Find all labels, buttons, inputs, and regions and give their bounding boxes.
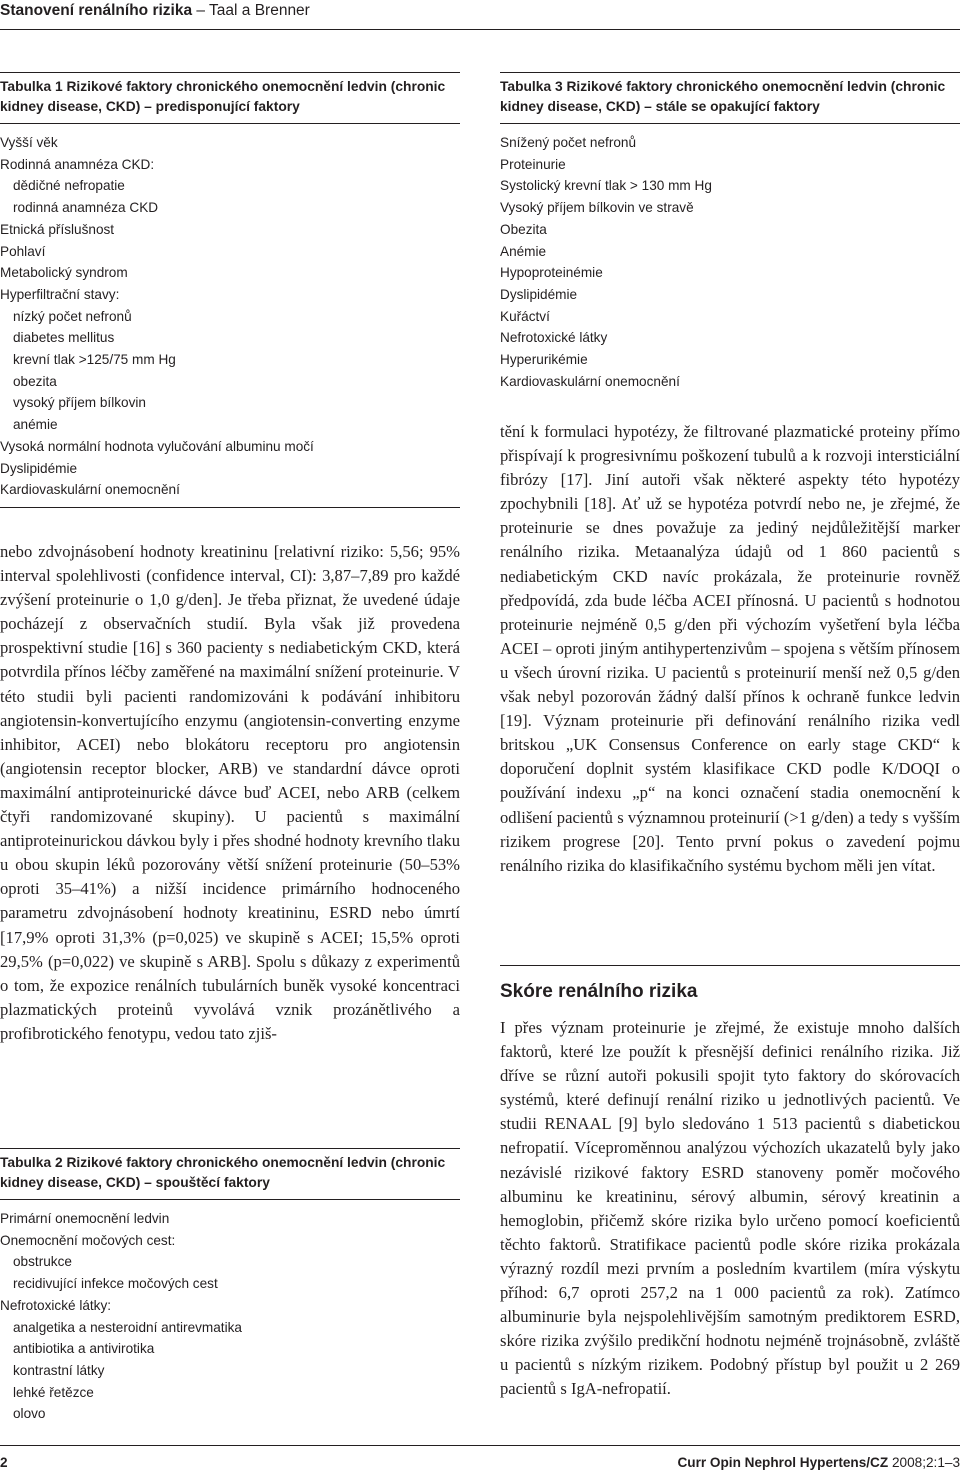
section-body	[500, 1016, 960, 1402]
table-row: Kardiovaskulární onemocnění	[0, 482, 180, 498]
journal-issue: 2008;2:1–3	[888, 1455, 960, 1470]
running-title-main: Stanovení renálního rizika	[0, 2, 193, 19]
table-row: antibiotika a antivirotika	[13, 1341, 155, 1357]
table-2	[0, 1148, 460, 1425]
table-2-title: Tabulka 2 Rizikové faktory chronického onemocnění ledvin (chronic kidney disease, CKD) – spouštěcí faktory	[0, 1155, 446, 1190]
table-row: Vysoký příjem bílkovin ve stravě	[500, 200, 694, 216]
table-row: Nefrotoxické látky:	[0, 1297, 112, 1313]
header-rule	[0, 29, 960, 30]
table-3-title: Tabulka 3 Rizikové faktory chronického onemocnění ledvin (chronic kidney disease, CKD) – stále se opakující faktory	[500, 79, 946, 114]
table-1-title-rule	[0, 123, 460, 124]
table-3-rows	[500, 132, 960, 392]
running-title-authors: – Taal a Brenner	[192, 2, 310, 19]
table-row: krevní tlak >125/75 mm Hg	[13, 352, 176, 368]
table-1-bottom-rule	[0, 507, 460, 508]
table-row: Onemocnění močových cest:	[0, 1232, 176, 1248]
running-title	[0, 1, 310, 21]
table-2-rows	[0, 1208, 460, 1425]
table-1-title: Tabulka 1 Rizikové faktory chronického onemocnění ledvin (chronic kidney disease, CKD) – predisponující faktory	[0, 79, 446, 114]
right-column-body	[500, 420, 960, 878]
table-row: Metabolický syndrom	[0, 265, 128, 281]
table-row: Snížený počet nefronů	[500, 135, 637, 150]
table-row: Nefrotoxické látky	[500, 330, 608, 346]
section-heading: Skóre renálního rizika	[500, 981, 698, 1002]
left-body-paragraph: nebo zdvojnásobení hodnoty kreatininu [relativní riziko: 5,56; 95% interval spolehlivosti (confidence interval, CI): 3,87–7,89 pro každé zvýšení proteinurie o 1,0 g/den]. Je třeba přiznat, že uvedené údaje pocházejí z observačních studií. Byla však již provedena prospektivní studie [16] s 360 pacienty s nediabetickým CKD, která potvrdila přínos léčby zaměřené na maximální snížení proteinurie. V této studii byli pacienti randomizováni k podávání inhibitoru angiotensin-konvertujícího enzymu (angiotensin-converting enzyme inhibitor, ACEI) nebo blokátoru receptoru pro angiotensin (angiotensin receptor blocker, ARB) ve standardní dávce oproti maximální antiproteinurické dávce buď ACEI, nebo ARB (celkem čtyři randomizované skupiny). U pacientů s maximální antiproteinurickou dávkou byly i přes shodné hodnoty krevního tlaku u obou skupin léků pozorovány větší snížení proteinurie (50–53% oproti 35–41%) a nižší incidence primárního hodnoceného parametru zdvojnásobení hodnoty kreatininu, ESRD nebo úmrtí [17,9% oproti 31,3% (p=0,025) ve skupině s ACEI; 15,5% oproti 29,5% (p=0,022) ve skupině s ARB]. Spolu s důkazy z experimentů o tom, že expozice renálních tubulárních buněk vysoké koncentraci plazmatických proteinů vyvolává vznik prozánětlivého a profibrotického fenotypu, vedou tato zjiš-	[0, 542, 460, 1043]
table-row: dědičné nefropatie	[13, 178, 125, 194]
page-footer	[0, 1445, 960, 1475]
table-3	[500, 72, 960, 392]
right-body-paragraph: tění k formulaci hypotézy, že filtrované plazmatické proteiny přímo přispívají k progresivnímu poškození tubulů a k rozvoji intersticiální fibrózy [17]. Jiní autoři však některé aspekty této hypotézy zpochybnili [18]. Ať už se hypotéza potvrdí nebo ne, je zřejmé, že proteinurie se dnes považuje za jediný nejdůležitější marker renálního rizika. Metaanalýza údajů od 1 860 pacientů s nediabetickým CKD navíc prokázala, že proteinurie rovněž předpovídá, zda bude léčba ACEI přínosná. U pacientů s hodnotou proteinurie nejméně 0,5 g/den při výchozím vyšetření byla léčba ACEI – oproti jiným antihypertenzivům – spojena s větším přínosem u všech úrovní rizika. U pacientů s proteinurií menší než 0,5 g/den však nebyl pozorován žádný další přínos k ochraně funkce ledvin [19]. Význam proteinurie při definování renálního rizika vedl britskou „UK Consensus Conference on early stage CKD“ k doporučení doplnit systém klasifikace CKD podle K/DOQI o používání indexu „p“ na konci označení stadia onemocnění k odlišení pacientů s významnou proteinurií (>1 g/den) a tedy s vyšším rizikem progrese [20]. Tento první pokus o zavedení pojmu renálního rizika do klasifikačního systému bychom měli jen vítat.	[500, 422, 960, 875]
footer-rule	[0, 1445, 960, 1446]
table-row: nízký počet nefronů	[13, 308, 132, 324]
table-row: Vyšší věk	[0, 135, 58, 150]
table-row: obstrukce	[13, 1254, 72, 1270]
page-number: 2	[0, 1455, 8, 1470]
table-row: rodinná anamnéza CKD	[13, 200, 159, 216]
journal-citation	[677, 1455, 960, 1470]
table-row: Pohlaví	[0, 243, 46, 259]
table-row: obezita	[13, 373, 57, 389]
table-1-rows	[0, 132, 460, 501]
table-row: Vysoká normální hodnota vylučování albuminu močí	[0, 438, 314, 454]
table-row: vysoký příjem bílkovin	[13, 395, 146, 411]
table-row: Hyperfiltrační stavy:	[0, 286, 120, 302]
table-row: Proteinurie	[500, 156, 566, 172]
table-row: Anémie	[500, 243, 547, 259]
table-row: Hypoproteinémie	[500, 265, 603, 281]
left-column-body	[0, 540, 460, 1046]
page-header	[0, 0, 960, 40]
table-row: Hyperurikémie	[500, 352, 588, 368]
table-row: diabetes mellitus	[13, 330, 115, 346]
section-rule	[500, 965, 960, 966]
table-row: Obezita	[500, 221, 547, 237]
table-row: kontrastní látky	[13, 1362, 105, 1378]
table-row: Dyslipidémie	[0, 460, 78, 476]
table-row: Systolický krevní tlak > 130 mm Hg	[500, 178, 712, 194]
table-row: lehké řetězce	[13, 1384, 94, 1400]
table-row: analgetika a nesteroidní antirevmatika	[13, 1319, 242, 1335]
section-body-paragraph: I přes význam proteinurie je zřejmé, že existuje mnoho dalších faktorů, které lze použít k přesnější definici renálního rizika. Již dříve se různí autoři pokusili spojit tyto faktory do skórovacích systémů, které definují renální riziko u jednotlivých pacientů. Ve studii RENAAL [9] bylo sledováno 1 513 pacientů s diabetickou nefropatií. Víceproměnnou analýzou výchozích ukazatelů byly jako nezávislé rizikové faktory ESRD stanoveny poměr močového albuminu ke kreatininu, sérový albumin, sérový kreatinin a hemoglobin, přičemž skóre rizika bylo určeno pomocí koeficientů těchto faktorů. Stratifikace pacientů podle skóre rizika prokázala výrazný rozdíl mezi prvním a posledním kvartilem (míra výskytu příhod: 6,7 oproti 257,2 na 1 000 pacientů za rok). Zatímco albuminurie byla nejspolehlivějším samotným prediktorem ESRD, skóre rizika zvýšilo predikční hodnotu nejméně trojnásobně, zvláště u pacientů s nízkým rizikem. Podobný přístup byl použit u 2 269 pacientů s IgA-nefropatií.	[500, 1018, 960, 1399]
table-2-title-rule	[0, 1199, 460, 1200]
table-row: Dyslipidémie	[500, 286, 578, 302]
table-3-title-rule	[500, 123, 960, 124]
journal-name: Curr Opin Nephrol Hypertens/CZ	[677, 1455, 889, 1470]
table-row: anémie	[13, 417, 58, 433]
table-1	[0, 72, 460, 508]
table-row: Primární onemocnění ledvin	[0, 1211, 170, 1226]
table-row: olovo	[13, 1406, 46, 1422]
table-row: recidivující infekce močových cest	[13, 1276, 218, 1292]
table-row: Rodinná anamnéza CKD:	[0, 156, 155, 172]
table-row: Kardiovaskulární onemocnění	[500, 373, 680, 389]
table-row: Etnická příslušnost	[0, 221, 115, 237]
table-row: Kuřáctví	[500, 308, 550, 324]
